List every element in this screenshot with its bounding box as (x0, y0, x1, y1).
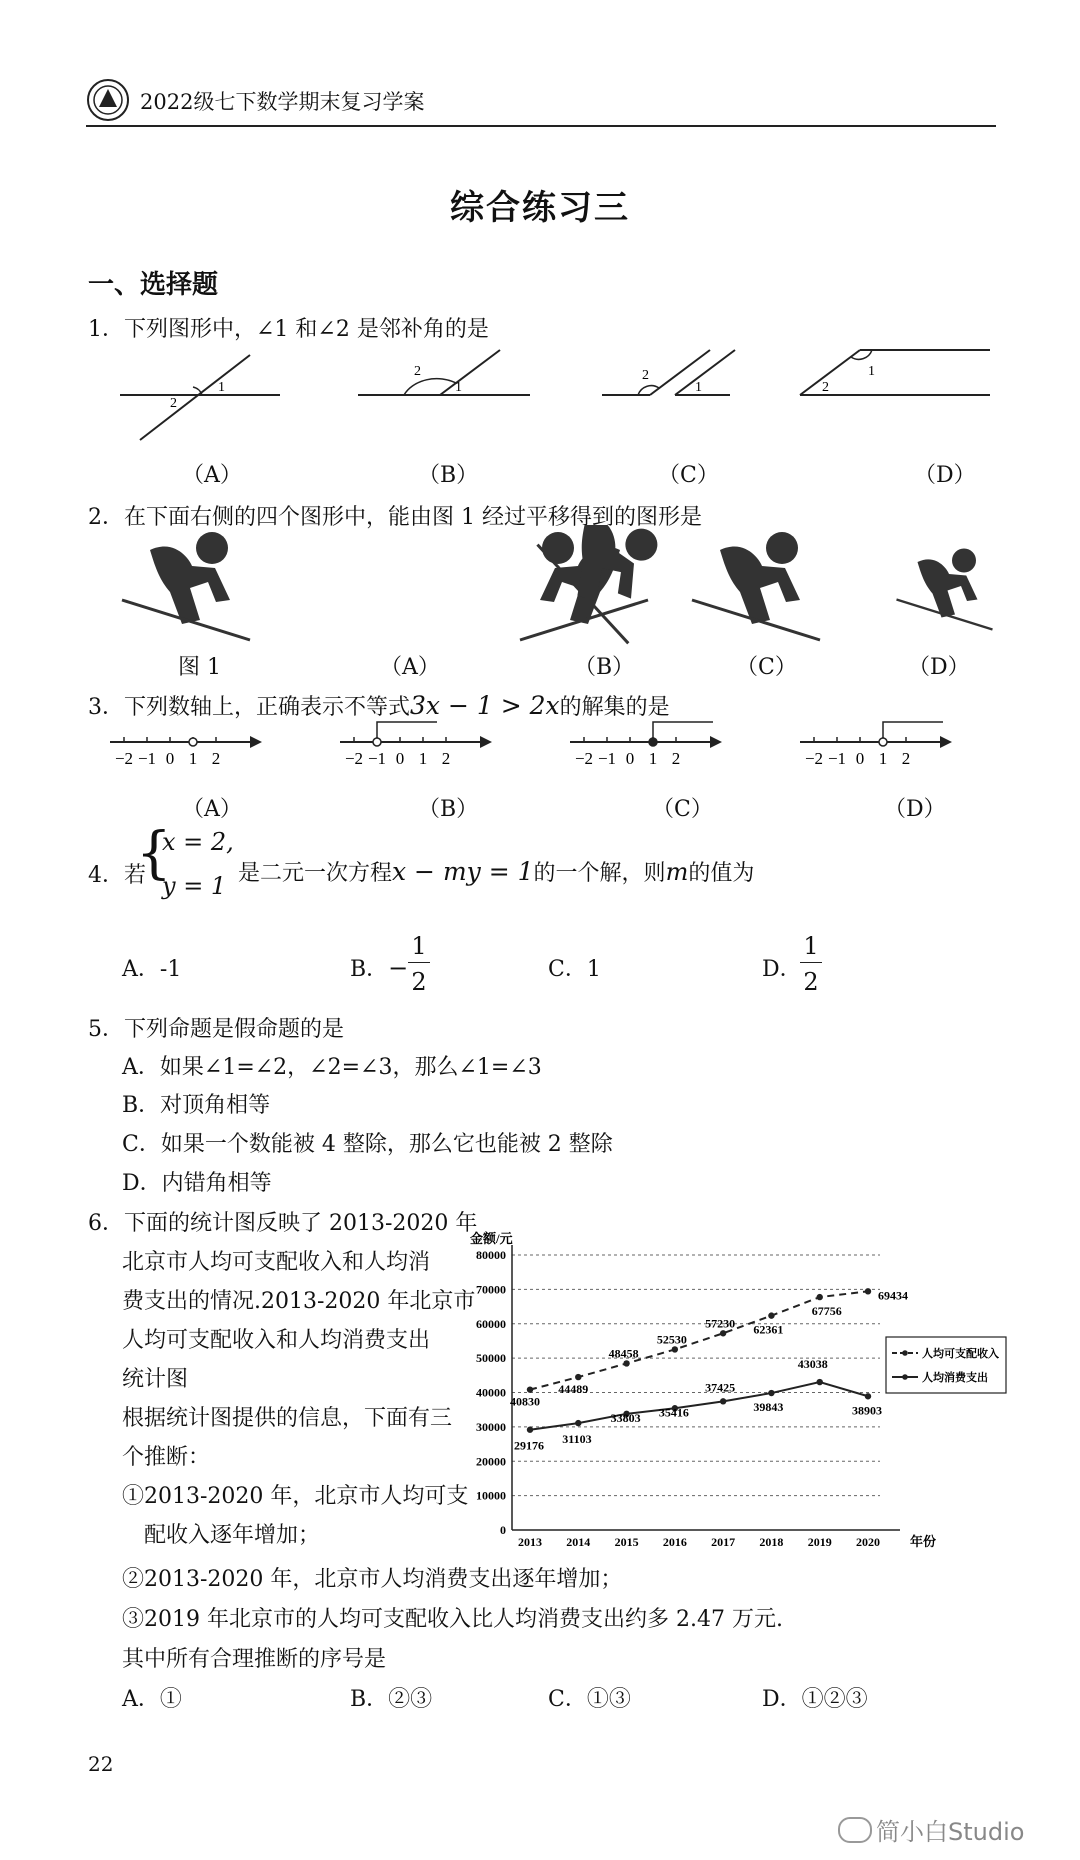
data-point (720, 1330, 726, 1336)
number-line-b (340, 722, 492, 768)
q4-option-b-label (350, 952, 408, 983)
q1-figure-b (358, 350, 530, 395)
data-point (672, 1346, 678, 1352)
q6-option-a: A．① (122, 1687, 182, 1712)
skier-option-d (897, 549, 993, 630)
tick-label: −2 (344, 749, 364, 768)
data-point (865, 1288, 871, 1294)
y-tick-label: 40000 (476, 1385, 506, 1400)
q4-option-b-numerator: 1 (408, 932, 430, 963)
q2-stem: 2．在下面右侧的四个图形中，能由图 1 经过平移得到的图形是 (88, 505, 702, 530)
q1-figure-c (602, 350, 735, 395)
solution-point (879, 738, 887, 746)
y-tick-label: 80000 (476, 1248, 506, 1262)
watermark-text: 简小白Studio (876, 1818, 1025, 1846)
tick-label: −1 (597, 749, 617, 768)
data-point (865, 1393, 871, 1399)
q6-line-1: 6．下面的统计图反映了 2013-2020 年 (88, 1211, 478, 1236)
q3-option-d: （D） (884, 797, 946, 822)
q6-line-9: 配收入逐年增加； (144, 1523, 321, 1548)
tick-label: 0 (625, 749, 635, 768)
number-line-a (110, 736, 262, 768)
x-tick-label: 2016 (662, 1535, 687, 1549)
q4-option-b-denominator: 2 (411, 968, 427, 996)
q2-figures (100, 525, 1000, 650)
q1-option-d: （D） (914, 463, 976, 488)
q6-line-6: 根据统计图提供的信息，下面有三 (122, 1406, 453, 1431)
q1a-angle1: 1 (218, 380, 225, 395)
tick-label: −2 (574, 749, 594, 768)
tick-label: 1 (188, 749, 198, 768)
legend-label: 人均消费支出 (922, 1372, 988, 1384)
q4-equation: x − my = 1 (392, 857, 534, 886)
q5-option-b: B．对顶角相等 (122, 1093, 271, 1118)
data-label: 44489 (558, 1382, 589, 1397)
tick-label: 1 (418, 749, 428, 768)
q5-option-c: C．如果一个数能被 4 整除，那么它也能被 2 整除 (122, 1132, 613, 1157)
q6-line-2: 北京市人均可支配收入和人均消 (122, 1250, 431, 1275)
q3-option-a: （A） (182, 797, 242, 822)
q3-number-lines (110, 720, 1010, 780)
data-label: 31103 (562, 1432, 592, 1447)
school-logo (86, 78, 130, 122)
q6-option-c: C．①③ (548, 1687, 631, 1712)
q1d-angle1: 1 (868, 364, 875, 379)
income-spending-chart (440, 1215, 1020, 1555)
q6-line-5: 统计图 (122, 1367, 189, 1392)
q3-option-b: （B） (418, 797, 479, 822)
tick-label: −2 (114, 749, 134, 768)
watermark (838, 1812, 1024, 1847)
data-label: 37425 (705, 1380, 736, 1395)
data-label: 35416 (658, 1405, 689, 1420)
data-label: 38903 (852, 1403, 882, 1418)
q1-figures (110, 345, 1010, 445)
x-tick-label: 2019 (807, 1535, 832, 1549)
y-axis-label: 金额/元 (470, 1231, 513, 1246)
q4-system-eq1: x = 2, (162, 828, 234, 856)
q2-label-b: （B） (574, 655, 635, 680)
data-point (817, 1379, 823, 1385)
y-tick-label: 20000 (476, 1454, 506, 1469)
x-tick-label: 2018 (759, 1535, 784, 1549)
x-axis-label: 年份 (910, 1534, 937, 1549)
data-label: 67756 (811, 1304, 842, 1319)
q3-stem (88, 690, 670, 721)
tick-label: −2 (804, 749, 824, 768)
x-tick-label: 2014 (566, 1535, 591, 1549)
y-tick-label: 0 (500, 1523, 506, 1537)
q4-stem-post2: 的值为 (688, 861, 755, 886)
q6-line-8: ①2013-2020 年，北京市人均可支 (122, 1484, 469, 1509)
number-line-c (570, 722, 722, 768)
tick-label: −1 (137, 749, 157, 768)
data-point (720, 1398, 726, 1404)
q6-ask: 其中所有合理推断的序号是 (122, 1647, 387, 1672)
page-title: 综合练习三 (450, 188, 630, 228)
data-point (768, 1390, 774, 1396)
q1-option-a: （A） (182, 463, 242, 488)
data-label: 69434 (878, 1288, 908, 1303)
tick-label: 1 (878, 749, 888, 768)
legend-box (886, 1337, 1006, 1393)
skier-option-c (692, 532, 820, 640)
q4-brace: { (136, 821, 172, 886)
q6-inference-3: ③2019 年北京市的人均可支配收入比人均消费支出约多 2.47 万元. (122, 1607, 783, 1632)
tick-label: −1 (827, 749, 847, 768)
q4-stem-mid (238, 856, 754, 887)
x-tick-label: 2017 (711, 1535, 736, 1549)
tick-label: 2 (441, 749, 451, 768)
q1c-angle1: 1 (695, 380, 702, 395)
q6-line-4: 人均可支配收入和人均消费支出 (122, 1328, 431, 1353)
q4-option-b-sign: − (388, 954, 409, 982)
wechat-icon (838, 1817, 872, 1843)
q2-label-c: （C） (736, 655, 797, 680)
solution-point (373, 738, 381, 746)
q1b-angle1: 1 (455, 380, 462, 395)
q4-option-c: C．1 (548, 957, 601, 982)
q1c-angle2: 2 (642, 368, 649, 383)
data-label: 62361 (753, 1322, 784, 1337)
q1-figure-d (800, 350, 990, 395)
data-point (575, 1420, 581, 1426)
header-title: 2022级七下数学期末复习学案 (140, 90, 425, 114)
tick-label: 2 (901, 749, 911, 768)
q4-option-d-denominator: 2 (803, 968, 819, 996)
tick-label: 0 (395, 749, 405, 768)
data-point (527, 1386, 533, 1392)
y-tick-label: 60000 (476, 1316, 506, 1331)
q2-label-fig1: 图 1 (178, 655, 221, 680)
q1b-angle2: 2 (414, 364, 421, 379)
tick-label: 1 (648, 749, 658, 768)
data-point (527, 1427, 533, 1433)
tick-label: −1 (367, 749, 387, 768)
q1-option-c: （C） (658, 463, 719, 488)
legend-label: 人均可支配收入 (922, 1348, 999, 1360)
q3-option-c: （C） (652, 797, 713, 822)
tick-label: 2 (211, 749, 221, 768)
q2-label-a: （A） (380, 655, 440, 680)
data-label: 43038 (797, 1357, 828, 1372)
tick-label: 0 (165, 749, 175, 768)
solution-point (649, 738, 657, 746)
q4-option-d-numerator: 1 (800, 932, 822, 963)
q2-label-d: （D） (908, 655, 970, 680)
q6-line-7: 个推断： (122, 1445, 211, 1470)
data-label: 40830 (510, 1394, 540, 1409)
tick-label: 2 (671, 749, 681, 768)
y-tick-label: 10000 (476, 1488, 506, 1503)
q5-option-d: D．内错角相等 (122, 1171, 272, 1196)
y-tick-label: 70000 (476, 1282, 506, 1297)
q1-figure-a (120, 355, 280, 440)
q4-option-d-label: D． (762, 957, 802, 982)
q1-option-b: （B） (418, 463, 479, 488)
section-title: 一、选择题 (88, 270, 219, 300)
q6-option-b: B．②③ (350, 1687, 433, 1712)
data-point (817, 1294, 823, 1300)
page-number: 22 (88, 1752, 114, 1776)
series-spending (514, 1357, 882, 1453)
data-label: 39843 (753, 1400, 784, 1415)
x-tick-label: 2015 (614, 1535, 639, 1549)
q4-stem-post1: 的一个解，则 (533, 861, 666, 886)
q4-option-b-letter: B． (350, 957, 389, 982)
q1a-angle2: 2 (170, 396, 177, 411)
data-label: 48458 (608, 1346, 639, 1361)
q6-line-3: 费支出的情况.2013-2020 年北京市 (122, 1289, 476, 1314)
header-divider (86, 125, 996, 127)
q3-stem-post: 的解集的是 (559, 695, 670, 720)
q3-inequality: 3x − 1 > 2x (410, 691, 560, 720)
data-label: 52530 (656, 1332, 687, 1347)
y-tick-label: 50000 (476, 1351, 506, 1366)
data-point (575, 1374, 581, 1380)
q6-option-d: D．①②③ (762, 1687, 868, 1712)
q5-option-a: A．如果∠1=∠2，∠2=∠3，那么∠1=∠3 (122, 1055, 542, 1080)
q4-var-m: m (665, 858, 689, 886)
q1-stem: 1．下列图形中，∠1 和∠2 是邻补角的是 (88, 317, 489, 342)
q1d-angle2: 2 (822, 380, 829, 395)
q3-stem-pre: 3．下列数轴上，正确表示不等式 (88, 695, 410, 720)
x-tick-label: 2020 (856, 1535, 880, 1549)
q4-system-eq2: y = 1 (162, 872, 227, 900)
data-point (623, 1360, 629, 1366)
tick-label: 0 (855, 749, 865, 768)
x-tick-label: 2013 (518, 1535, 542, 1549)
q4-stem-pre: 4．若 (88, 863, 146, 888)
q5-stem: 5．下列命题是假命题的是 (88, 1017, 344, 1042)
q4-option-a: A．-1 (122, 957, 182, 982)
solution-point (189, 738, 197, 746)
data-label: 57230 (705, 1316, 736, 1331)
skier-figure-1 (122, 532, 250, 640)
number-line-d (800, 722, 952, 768)
q6-inference-2: ②2013-2020 年，北京市人均消费支出逐年增加； (122, 1567, 623, 1592)
data-point (768, 1312, 774, 1318)
y-tick-label: 30000 (476, 1419, 506, 1434)
data-label: 33803 (610, 1410, 641, 1425)
q4-stem-mid-text: 是二元一次方程 (238, 861, 393, 886)
data-label: 29176 (514, 1438, 544, 1453)
